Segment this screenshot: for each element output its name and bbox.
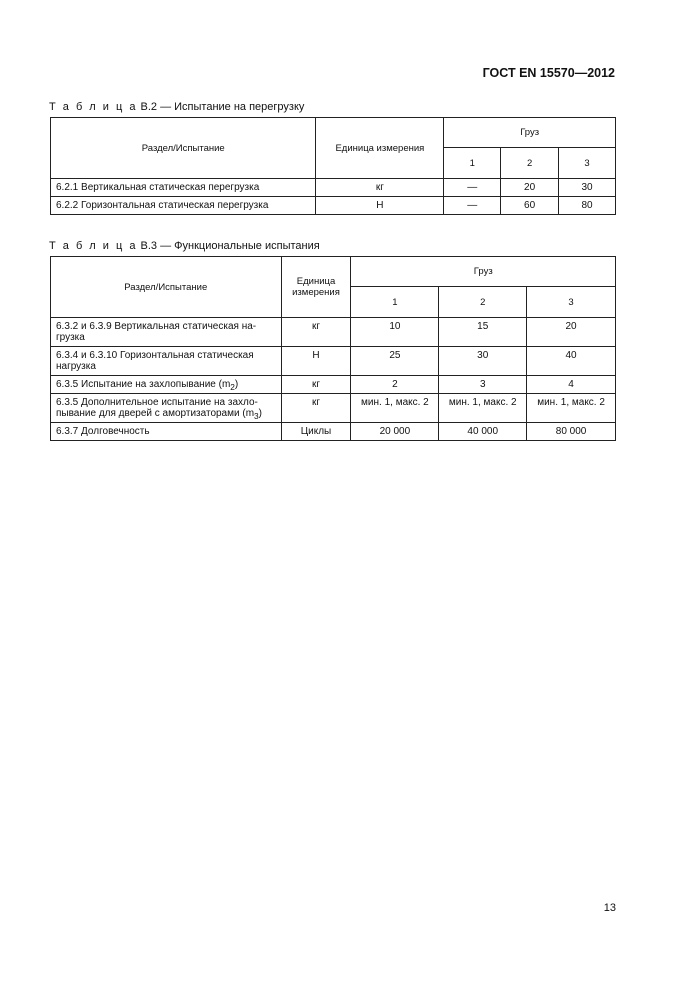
header-load-2: 2 bbox=[501, 148, 559, 179]
table-title: В.3 — Функциональные испытания bbox=[140, 240, 320, 252]
cell-load-3: 20 bbox=[527, 318, 616, 347]
cell-unit: кг bbox=[281, 376, 351, 394]
cell-unit: кг bbox=[281, 318, 351, 347]
cell-section bbox=[51, 347, 282, 376]
cell-section-line-2: пывание для дверей с амортизаторами (m bbox=[56, 408, 255, 419]
table-b2 bbox=[50, 117, 616, 215]
cell-load-1: 2 bbox=[351, 376, 439, 394]
cell-load-2: 60 bbox=[501, 197, 559, 215]
cell-load-2: 15 bbox=[439, 318, 527, 347]
table-label: Т а б л и ц а bbox=[49, 101, 138, 113]
cell-unit: Н bbox=[316, 197, 444, 215]
cell-section: 6.2.2 Горизонтальная статическая перегрузка bbox=[51, 197, 316, 215]
cell-load-3: 80 000 bbox=[527, 423, 616, 441]
cell-section bbox=[51, 394, 282, 423]
cell-section-line-1: 6.3.2 и 6.3.9 Вертикальная статическая на- bbox=[56, 321, 257, 332]
table-row bbox=[51, 394, 616, 423]
cell-section-line-2: нагрузка bbox=[56, 361, 96, 372]
header-load: Груз bbox=[351, 257, 616, 287]
table-row bbox=[51, 347, 616, 376]
cell-section: 6.3.7 Долговечность bbox=[51, 423, 282, 441]
header-unit bbox=[281, 257, 351, 318]
cell-unit: кг bbox=[316, 179, 444, 197]
cell-load-1: мин. 1, макс. 2 bbox=[351, 394, 439, 423]
table-b3-caption bbox=[49, 240, 320, 252]
header-unit-line-2: измерения bbox=[292, 287, 340, 298]
table-b3 bbox=[50, 256, 616, 441]
header-load-2: 2 bbox=[439, 287, 527, 318]
header-load-3: 3 bbox=[559, 148, 616, 179]
cell-load-2: 30 bbox=[439, 347, 527, 376]
header-load-1: 1 bbox=[351, 287, 439, 318]
table-b2-caption bbox=[49, 101, 304, 113]
cell-load-2: 3 bbox=[439, 376, 527, 394]
cell-section-line-1: 6.3.4 и 6.3.10 Горизонтальная статическая bbox=[56, 350, 254, 361]
table-title: В.2 — Испытание на перегрузку bbox=[140, 101, 305, 113]
document-code: ГОСТ EN 15570—2012 bbox=[482, 66, 615, 80]
header-load-1: 1 bbox=[444, 148, 501, 179]
cell-load-1: 10 bbox=[351, 318, 439, 347]
cell-load-1: — bbox=[444, 179, 501, 197]
header-load-3: 3 bbox=[527, 287, 616, 318]
cell-section bbox=[51, 318, 282, 347]
cell-load-2: 40 000 bbox=[439, 423, 527, 441]
header-load: Груз bbox=[444, 118, 616, 148]
header-unit-line-1: Единица bbox=[296, 276, 336, 287]
cell-section-subscript: 2 bbox=[230, 382, 235, 392]
table-row bbox=[51, 179, 616, 197]
cell-load-1: 20 000 bbox=[351, 423, 439, 441]
header-section: Раздел/Испытание bbox=[51, 118, 316, 179]
cell-load-3: 30 bbox=[559, 179, 616, 197]
cell-unit: Циклы bbox=[281, 423, 351, 441]
cell-section bbox=[51, 376, 282, 394]
cell-load-3: 40 bbox=[527, 347, 616, 376]
cell-load-2: мин. 1, макс. 2 bbox=[439, 394, 527, 423]
table-row bbox=[51, 423, 616, 441]
cell-section: 6.2.1 Вертикальная статическая перегрузка bbox=[51, 179, 316, 197]
cell-load-1: 25 bbox=[351, 347, 439, 376]
cell-load-1: — bbox=[444, 197, 501, 215]
cell-section-line-2: грузка bbox=[56, 332, 85, 343]
cell-section-text-end: ) bbox=[234, 379, 239, 390]
cell-load-2: 20 bbox=[501, 179, 559, 197]
table-row bbox=[51, 318, 616, 347]
cell-load-3: 80 bbox=[559, 197, 616, 215]
header-section: Раздел/Испытание bbox=[51, 257, 282, 318]
table-label: Т а б л и ц а bbox=[49, 240, 138, 252]
cell-section-text: 6.3.5 Испытание на захлопывание (m bbox=[56, 379, 231, 390]
page-number: 13 bbox=[603, 902, 616, 914]
cell-section-text-end: ) bbox=[258, 408, 263, 419]
cell-load-3: 4 bbox=[527, 376, 616, 394]
cell-unit: кг bbox=[281, 394, 351, 423]
table-row bbox=[51, 197, 616, 215]
cell-load-3: мин. 1, макс. 2 bbox=[527, 394, 616, 423]
cell-section-subscript: 3 bbox=[254, 411, 259, 421]
header-unit: Единица измерения bbox=[316, 118, 444, 179]
cell-unit: Н bbox=[281, 347, 351, 376]
table-row bbox=[51, 376, 616, 394]
cell-section-line-1: 6.3.5 Дополнительное испытание на захло- bbox=[56, 397, 258, 408]
